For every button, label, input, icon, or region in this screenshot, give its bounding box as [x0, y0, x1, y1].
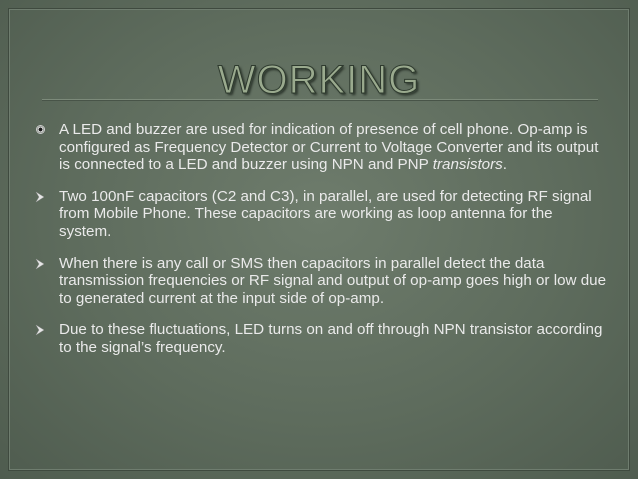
bullet-list [34, 121, 609, 371]
bullet-text [59, 121, 598, 173]
bullet-text: Two 100nF capacitors (C2 and C3), in parallel, are used for detecting RF signal from Mobile Phone. These capacitors are working as loop antenna for the system. [59, 187, 592, 240]
bullet-item [34, 121, 609, 174]
bullet-item [34, 255, 609, 308]
bullet-text: When there is any call or SMS then capacitors in parallel detect the data transmission frequencies or RF signal and output of op-amp goes high or low due to generated current at the input side of op-amp. [59, 254, 607, 307]
slide-title: WORKING [217, 58, 421, 102]
arrow-bullet-icon [34, 324, 46, 336]
circle-bullet-icon [36, 125, 45, 134]
title-underline [42, 99, 598, 101]
bullet-text-italic: transistors [432, 156, 503, 174]
bullet-text-end: . [502, 156, 508, 174]
arrow-bullet-icon [34, 191, 46, 203]
bullet-item [34, 188, 609, 241]
bullet-text-main: A LED and buzzer are used for indication of presence of cell phone. Op-amp is configured as Frequency Detector or Current to Voltage Converter and its output is connected to a LED and buzzer using NPN and PNP [59, 121, 599, 174]
arrow-bullet-icon [34, 258, 46, 270]
bullet-text: Due to these fluctuations, LED turns on and off through NPN transistor according to the signal’s frequency. [59, 321, 603, 356]
bullet-item [34, 321, 609, 356]
